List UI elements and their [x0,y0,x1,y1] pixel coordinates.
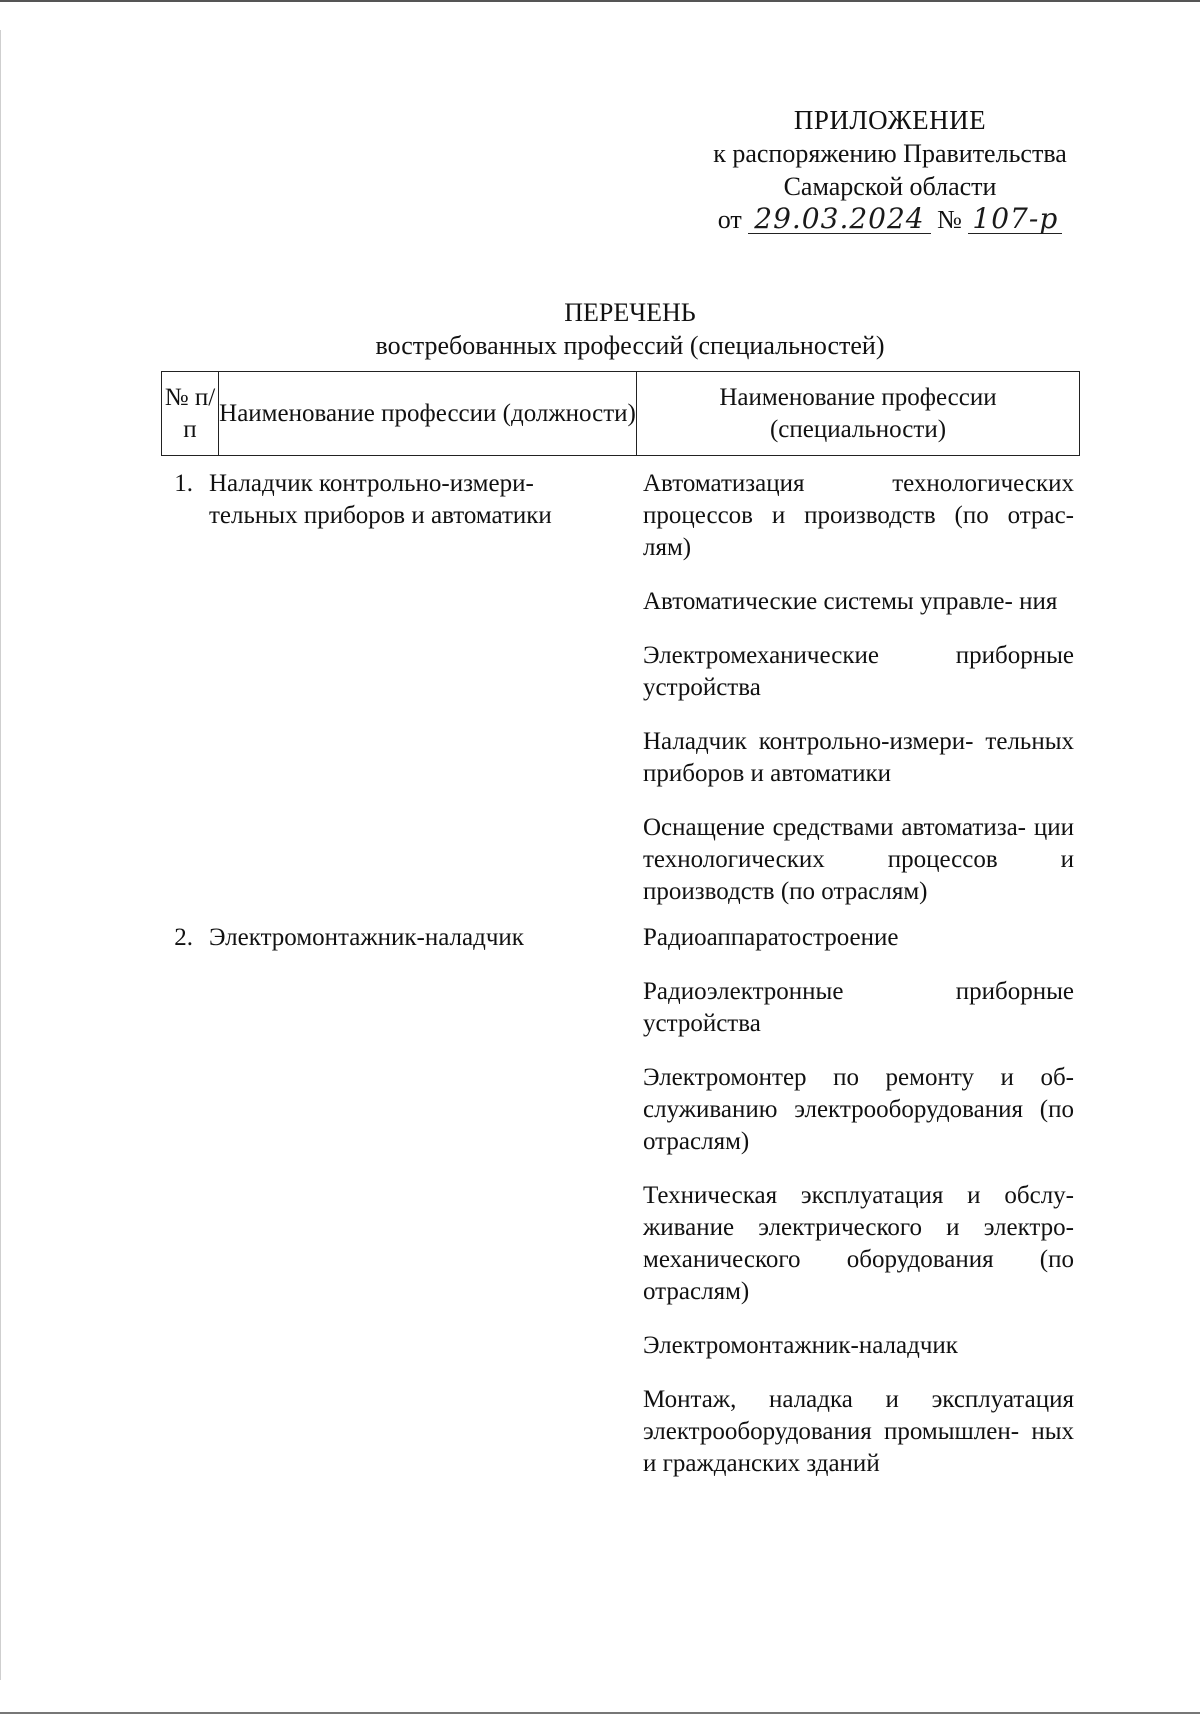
appendix-header [680,104,1100,236]
scan-left-edge-line [0,30,1,1680]
profession-name: Наладчик контрольно-измери- тельных приборов и автоматики [209,470,552,529]
appendix-line-1: к распоряжению Правительства [713,139,1067,168]
list-title: ПЕРЕЧЕНЬ [564,298,696,327]
specialty-item: Электромеханические приборные устройства [643,642,1074,701]
header-specialty-cell: Наименование профессии (специальности) [719,383,997,443]
table-row [161,922,1080,1486]
specialty-list [635,922,1080,1486]
scan-bottom-edge-line [0,1712,1200,1714]
row-number: 1. [174,470,193,497]
specialty-item: Автоматические системы управле- ния [643,588,1058,615]
number-prefix: № [937,205,962,234]
table-body [161,468,1080,1494]
list-heading [150,296,1110,362]
header-num-cell: № п/п [162,372,219,455]
list-subtitle: востребованных профессий (специальностей) [375,331,885,360]
handwritten-number: 107-р [968,205,1062,234]
appendix-date-line [680,203,1100,236]
table-row [161,468,1080,914]
specialty-item: Электромонтажник-наладчик [643,1332,958,1359]
specialty-item: Оснащение средствами автоматиза- ции технологических процессов и производств (по отраслям) [643,814,1074,905]
profession-name: Электромонтажник-наладчик [209,924,524,951]
specialty-item: Наладчик контрольно-измери- тельных приборов и автоматики [643,728,1074,787]
handwritten-date: 29.03.2024 [748,205,930,234]
specialty-item: Автоматизация технологических процессов и производств (по отрас- лям) [643,470,1074,561]
specialty-item: Радиоэлектронные приборные устройства [643,978,1074,1037]
appendix-line-2: Самарской области [783,172,997,201]
specialty-item: Радиоаппаратостроение [643,924,899,951]
specialty-item: Электромонтер по ремонту и об- служиванию электрооборудования (по отраслям) [643,1064,1074,1155]
scan-top-edge-line [0,0,1200,2]
specialty-item: Техническая эксплуатация и обслу- живание электрического и электро- механического оборудования (по отраслям) [643,1182,1074,1305]
appendix-title: ПРИЛОЖЕНИЕ [793,105,987,135]
header-profession-cell: Наименование профессии (должности) [219,372,637,455]
table-header [161,371,1080,456]
specialty-list [635,468,1080,914]
specialty-item: Монтаж, наладка и эксплуатация электрооборудования промышлен- ных и гражданских зданий [643,1386,1074,1477]
row-number: 2. [174,924,193,951]
date-prefix: от [717,205,742,234]
